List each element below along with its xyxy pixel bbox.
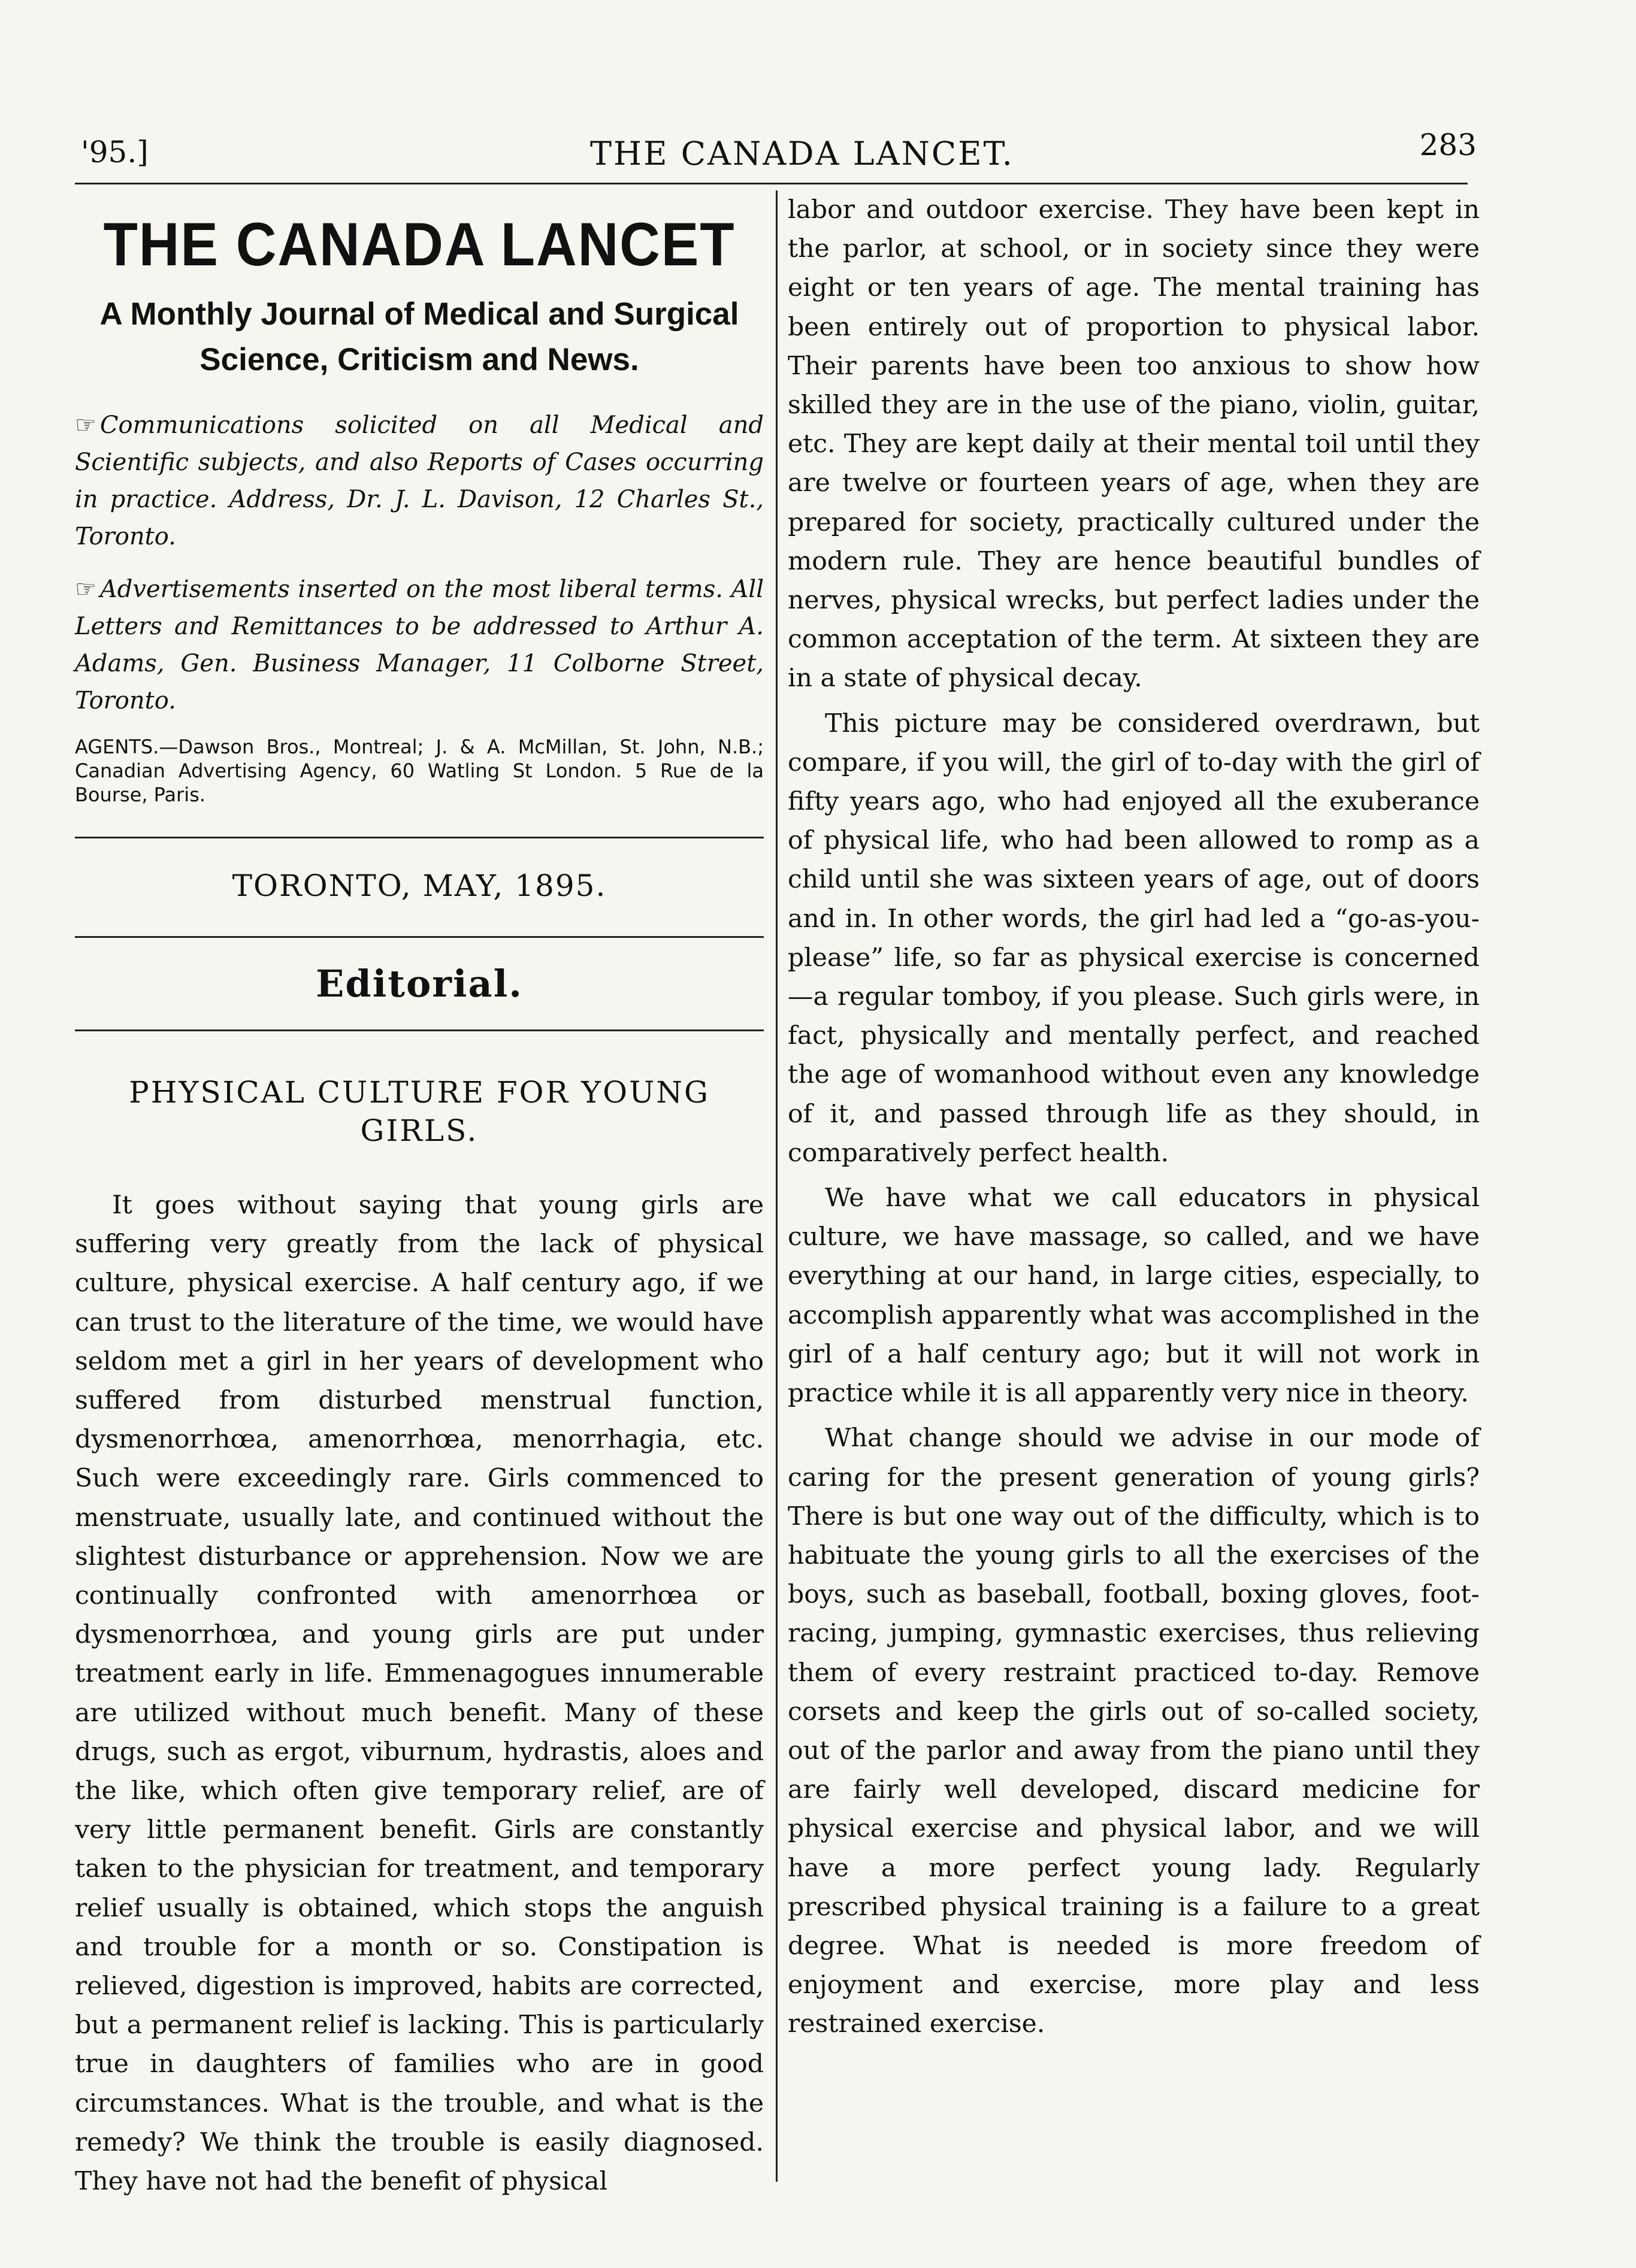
running-head-title: THE CANADA LANCET. — [590, 135, 1014, 172]
section-rule — [75, 1029, 764, 1031]
page-number: 283 — [1419, 128, 1477, 162]
running-head-year: '95.] — [81, 135, 149, 169]
dateline: TORONTO, MAY, 1895. — [232, 868, 607, 903]
notice-communications — [75, 407, 764, 555]
notice-advertisements — [75, 571, 764, 719]
section-heading: Editorial. — [316, 962, 523, 1006]
paragraph: It goes without saying that young girls are suffering very greatly from the lack of physical culture, physical exercise. A half century ago, if we can trust to the literature of the time, we would have seldom met a girl in her years of development who suffered from disturbed menstrual function, dysmenorrhœa, amenorrhœa, menorrhagia, etc. Such were exceedingly rare. Girls commenced to menstruate, usually late, and continued without the slightest disturbance or apprehension. Now we are continually confronted with amenorrhœa or dysmenorrhœa, and young girls are put under treatment early in life. Emmenagogues innumerable are utilized without much benefit. Many of these drugs, such as ergot, viburnum, hydrastis, aloes and the like, which often give temporary relief, are of very little permanent benefit. Girls are constantly taken to the physician for treatment, and temporary relief usually is obtained, which stops the anguish and trouble for a month or so. Constipation is relieved, digestion is improved, habits are corrected, but a permanent relief is lacking. This is particularly true in daughters of families who are in good circumstances. What is the trouble, and what is the remedy? We think the trouble is easily diagnosed. They have not had the benefit of physical — [75, 1191, 764, 2197]
header-rule — [75, 183, 1468, 184]
paragraph: labor and outdoor exercise. They have been kept in the parlor, at school, or in society since they were eight or ten years of age. The mental training has been entirely out of proportion to physical labor. Their parents have been too anxious to show how skilled they are in the use of the piano, violin, guitar, etc. They are kept daily at their mental toil until they are twelve or fourteen years of age, when they are prepared for society, practically cultured under the modern rule. They are hence beautiful bundles of nerves, physical wrecks, but perfect ladies under the common acceptation of the term. At sixteen they are in a state of physical decay. — [788, 195, 1480, 694]
right-column — [788, 190, 1480, 2050]
masthead-subtitle: A Monthly Journal of Medical and Surgical Science, Criticism and News. — [99, 296, 739, 377]
article-title: PHYSICAL CULTURE FOR YOUNG GIRLS. — [129, 1075, 710, 1148]
pointing-hand-icon: ☞ — [75, 411, 96, 439]
running-head — [75, 123, 1477, 177]
left-body — [75, 1186, 764, 2201]
left-column — [75, 198, 764, 2207]
masthead-title: THE CANADA LANCET — [103, 210, 736, 278]
agents-list: AGENTS.—Dawson Bros., Montreal; J. & A. McMillan, St. John, N.B.; Canadian Advertising Agency, 60 Watling St London. 5 Rue de la Bourse, Paris. — [75, 735, 764, 806]
paragraph: This picture may be considered overdrawn, but compare, if you will, the girl of to-day with the girl of fifty years ago, who had enjoyed all the exuberance of physical life, who had been allowed to romp as a child until she was sixteen years of age, out of doors and in. In other words, the girl had led a “go-as-you-please” life, so far as physical exercise is concerned—a regular tomboy, if you please. Such girls were, in fact, physically and mentally perfect, and reached the age of womanhood without even any knowledge of it, and passed through life as they should, in comparatively perfect health. — [788, 708, 1480, 1168]
notice-text: Communications solicited on all Medical and Scientific subjects, and also Reports of Cases occurring in practice. Address, Dr. J. L. Davison, 12 Charles St., Toronto. — [75, 411, 764, 550]
column-divider — [776, 190, 778, 2182]
paragraph: We have what we call educators in physical culture, we have massage, so called, and we have everything at our hand, in large cities, especially, to accomplish apparently what was accomplished in the girl of a half century ago; but it will not work in practice while it is all apparently very nice in theory. — [788, 1183, 1480, 1409]
pointing-hand-icon: ☞ — [75, 576, 96, 603]
section-rule — [75, 837, 764, 838]
notice-text: Advertisements inserted on the most liberal terms. All Letters and Remittances to be addressed to Arthur A. Adams, Gen. Business Manager, 11 Colborne Street, Toronto. — [75, 576, 764, 714]
paragraph: What change should we advise in our mode of caring for the present generation of young girls? There is but one way out of the difficulty, which is to habituate the young girls to all the exercises of the boys, such as baseball, football, boxing gloves, foot-racing, jumping, gymnastic exercises, thus relieving them of every restraint practiced to-day. Remove corsets and keep the girls out of so-called society, out of the parlor and away from the piano until they are fairly well developed, discard medicine for physical exercise and physical labor, and we will have a more perfect young lady. Regularly prescribed physical training is a failure to a great degree. What is needed is more freedom of enjoyment and exercise, more play and less restrained exercise. — [788, 1424, 1480, 2039]
section-rule — [75, 936, 764, 938]
